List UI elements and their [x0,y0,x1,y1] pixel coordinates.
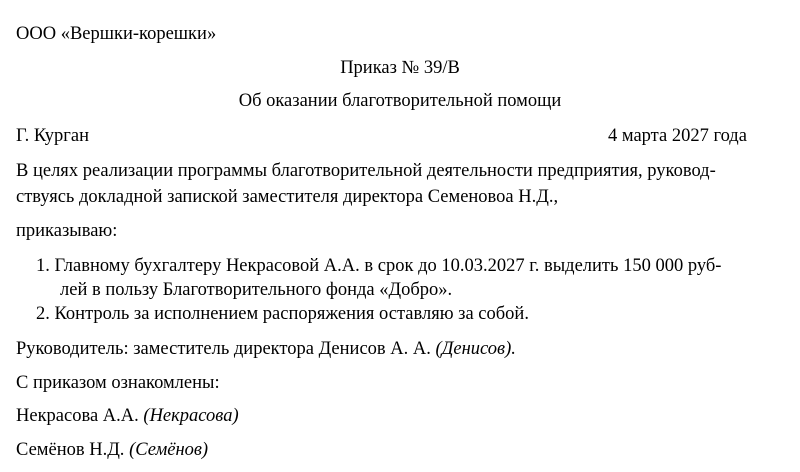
order-subject: Об оказании благотворительной помощи [238,91,562,111]
acquainted-row-1 [16,404,239,428]
city: Г. Курган [16,126,90,146]
head-signature: (Денисов). [435,339,516,359]
head-text: Руководитель: заместитель директора Денисов А. А. [16,339,431,359]
preamble-line-2: ствуясь докладной запиской заместителя директора Семеновоа Н.Д., [16,187,559,207]
order-item-1-line-1: 1. Главному бухгалтеру Некрасовой А.А. в срок до 10.03.2027 г. выделить 150 000 руб- [36,256,722,276]
acquainted-name: Некрасова А.А. [16,406,139,426]
preamble-line-1: В целях реализации программы благотворительной деятельности предприятия, руковод- [16,161,716,181]
order-item-1-line-2: лей в пользу Благотворительного фонда «Добро». [60,280,453,300]
head-signature-line [16,337,516,361]
order-date: 4 марта 2027 года [608,126,747,146]
order-number: Приказ № 39/В [340,58,460,78]
order-word: приказываю: [16,221,118,241]
acquainted-name: Семёнов Н.Д. [16,440,125,460]
acquainted-signature: (Семёнов) [129,440,209,460]
company-name: ООО «Вершки-корешки» [16,24,217,44]
acquainted-row-2 [16,438,208,462]
acquainted-label: С приказом ознакомлены: [16,373,220,393]
order-item-2: 2. Контроль за исполнением распоряжения оставляю за собой. [36,304,529,324]
acquainted-signature: (Некрасова) [143,406,239,426]
